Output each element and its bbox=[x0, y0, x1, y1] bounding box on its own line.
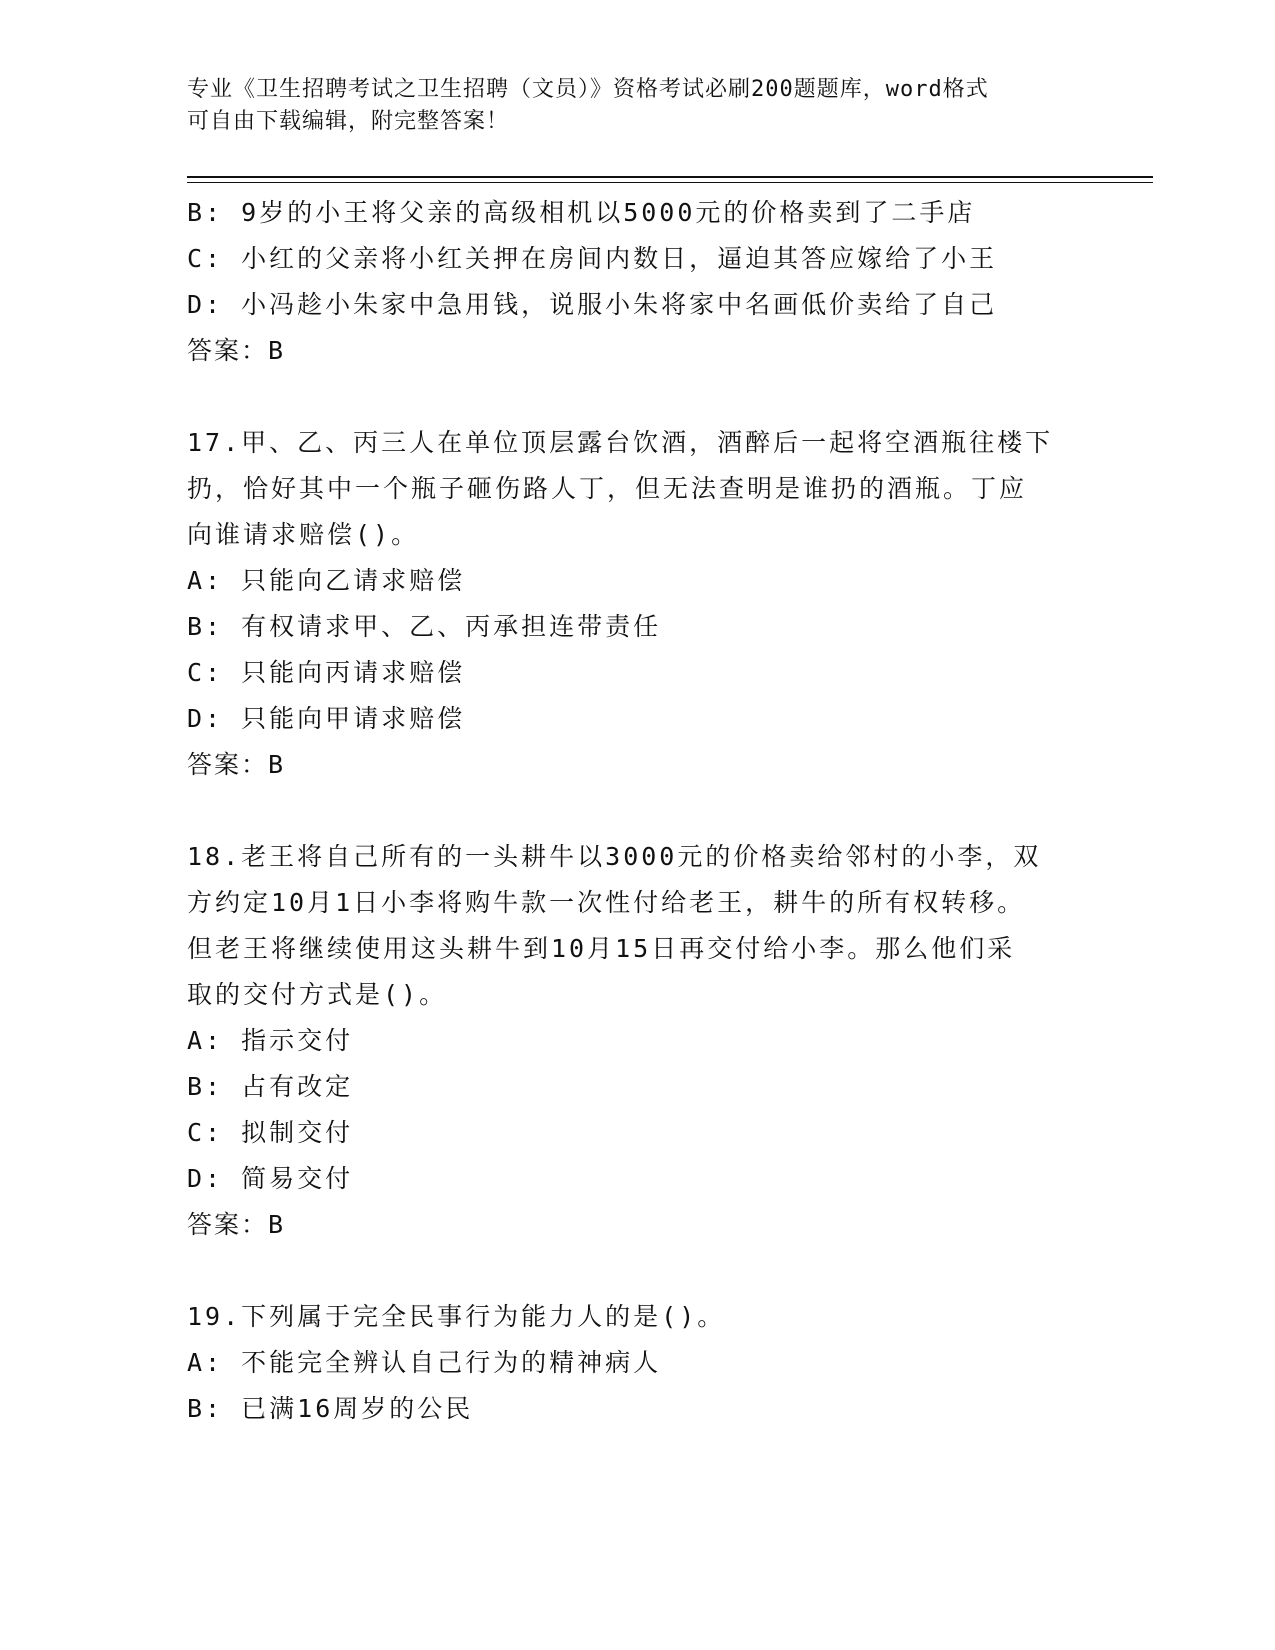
document-header bbox=[187, 74, 1087, 138]
q18-answer: 答案：B bbox=[187, 1210, 286, 1239]
header-title-line-1: 专业《卫生招聘考试之卫生招聘（文员）》资格考试必刷200题题库，word格式 bbox=[187, 77, 989, 102]
question-19 bbox=[187, 1294, 1107, 1432]
spacer bbox=[187, 374, 1107, 420]
q18-stem-line-1: 18.老王将自己所有的一头耕牛以3000元的价格卖给邻村的小李，双 bbox=[187, 842, 1042, 871]
q17-option-a: A: 只能向乙请求赔偿 bbox=[187, 566, 466, 595]
q18-stem-line-3: 但老王将继续使用这头耕牛到10月15日再交付给小李。那么他们采 bbox=[187, 934, 1016, 963]
q19-option-a: A: 不能完全辨认自己行为的精神病人 bbox=[187, 1348, 662, 1377]
q17-option-d: D: 只能向甲请求赔偿 bbox=[187, 704, 466, 733]
header-title-line-2: 可自由下载编辑，附完整答案！ bbox=[187, 109, 510, 134]
q16-option-d: D: 小冯趁小朱家中急用钱，说服小朱将家中名画低价卖给了自己 bbox=[187, 290, 998, 319]
q17-stem-line-2: 扔，恰好其中一个瓶子砸伤路人丁，但无法查明是谁扔的酒瓶。丁应 bbox=[187, 474, 1028, 503]
q19-stem-line-1: 19.下列属于完全民事行为能力人的是()。 bbox=[187, 1302, 726, 1331]
q16-option-c: C: 小红的父亲将小红关押在房间内数日，逼迫其答应嫁给了小王 bbox=[187, 244, 998, 273]
q16-option-b: B: 9岁的小王将父亲的高级相机以5000元的价格卖到了二手店 bbox=[187, 198, 976, 227]
q18-option-d: D: 简易交付 bbox=[187, 1164, 354, 1193]
q17-stem-line-3: 向谁请求赔偿()。 bbox=[187, 520, 420, 549]
q18-option-c: C: 拟制交付 bbox=[187, 1118, 354, 1147]
q18-stem-line-4: 取的交付方式是()。 bbox=[187, 980, 448, 1009]
q17-answer: 答案：B bbox=[187, 750, 286, 779]
q17-option-c: C: 只能向丙请求赔偿 bbox=[187, 658, 466, 687]
question-list bbox=[187, 190, 1107, 1432]
question-16-continued bbox=[187, 190, 1107, 374]
q18-stem-line-2: 方约定10月1日小李将购牛款一次性付给老王，耕牛的所有权转移。 bbox=[187, 888, 1026, 917]
q18-option-b: B: 占有改定 bbox=[187, 1072, 354, 1101]
q16-answer: 答案：B bbox=[187, 336, 286, 365]
spacer bbox=[187, 1248, 1107, 1294]
q19-option-b: B: 已满16周岁的公民 bbox=[187, 1394, 474, 1423]
header-divider-thick bbox=[187, 176, 1153, 178]
question-17 bbox=[187, 420, 1107, 788]
spacer bbox=[187, 788, 1107, 834]
q17-stem-line-1: 17.甲、乙、丙三人在单位顶层露台饮酒，酒醉后一起将空酒瓶往楼下 bbox=[187, 428, 1054, 457]
question-18 bbox=[187, 834, 1107, 1248]
header-divider-thin bbox=[187, 182, 1153, 183]
q17-option-b: B: 有权请求甲、乙、丙承担连带责任 bbox=[187, 612, 662, 641]
q18-option-a: A: 指示交付 bbox=[187, 1026, 354, 1055]
